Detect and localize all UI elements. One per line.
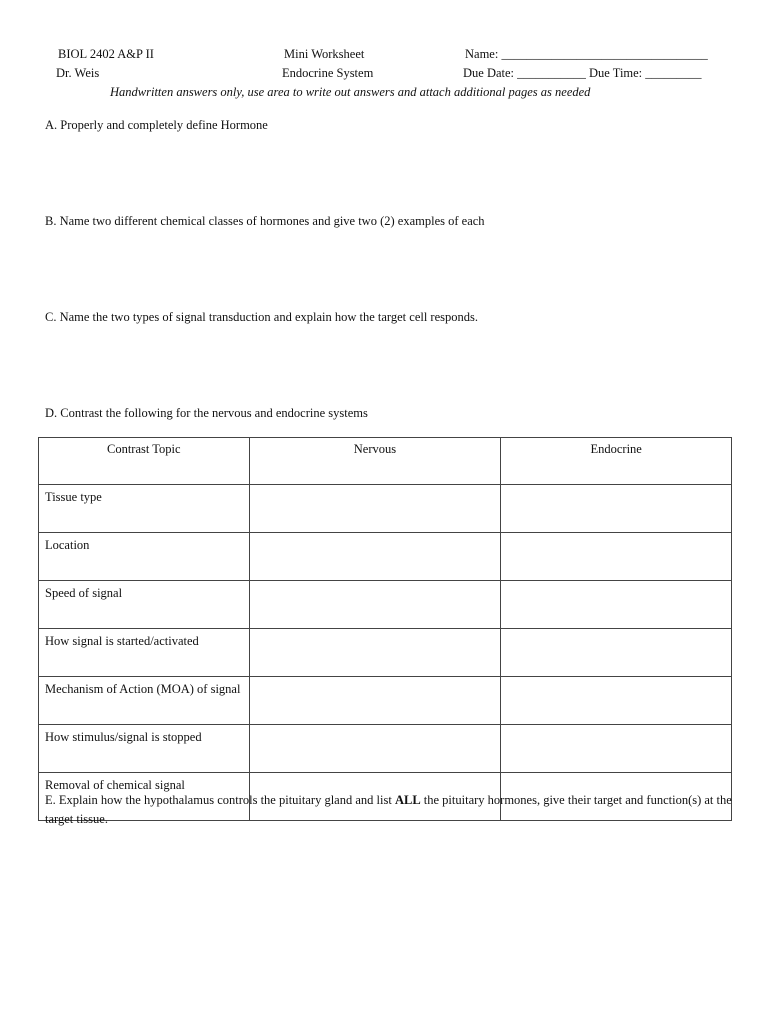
question-e-text-end: the pituitary hormones, give their target and function(s) at the target tissue.	[45, 793, 732, 826]
question-c: C. Name the two types of signal transduction and explain how the target cell responds.	[45, 310, 479, 324]
row-label: Speed of signal	[39, 581, 250, 629]
worksheet-topic: Endocrine System	[282, 66, 374, 80]
row-label: Mechanism of Action (MOA) of signal	[39, 677, 250, 725]
answer-cell-endocrine	[501, 725, 732, 773]
table-row	[39, 677, 732, 725]
answer-cell-nervous	[249, 485, 501, 533]
question-e	[45, 791, 735, 829]
table-row	[39, 629, 732, 677]
instructions: Handwritten answers only, use area to write out answers and attach additional pages as needed	[110, 85, 591, 99]
row-label: Removal of chemical signal	[39, 773, 250, 821]
answer-cell-nervous	[249, 533, 501, 581]
due-date-time-field: Due Date: ___________ Due Time: _________	[463, 66, 702, 80]
course-code: BIOL 2402 A&P II	[58, 47, 154, 61]
header-endocrine: Endocrine	[501, 438, 732, 485]
contrast-table	[38, 437, 732, 821]
instructor-name: Dr. Weis	[56, 66, 100, 80]
answer-cell-endocrine	[501, 533, 732, 581]
question-d: D. Contrast the following for the nervous and endocrine systems	[45, 406, 368, 420]
answer-cell-nervous	[249, 581, 501, 629]
question-e-emphasis: ALL	[394, 793, 421, 807]
answer-cell-endocrine	[501, 581, 732, 629]
table-row	[39, 581, 732, 629]
table-row	[39, 533, 732, 581]
table-row	[39, 485, 732, 533]
row-label: How stimulus/signal is stopped	[39, 725, 250, 773]
question-b: B. Name two different chemical classes of hormones and give two (2) examples of each	[45, 214, 485, 228]
worksheet-title: Mini Worksheet	[284, 47, 365, 61]
header-nervous: Nervous	[249, 438, 501, 485]
row-label: How signal is started/activated	[39, 629, 250, 677]
table-header-row	[39, 438, 732, 485]
answer-cell-nervous	[249, 677, 501, 725]
name-field: Name: _________________________________	[465, 47, 708, 61]
question-e-text-start: E. Explain how the hypothalamus controls the pituitary gland and list	[45, 793, 395, 807]
answer-cell-endocrine	[501, 485, 732, 533]
row-label: Tissue type	[39, 485, 250, 533]
table-row	[39, 725, 732, 773]
row-label: Location	[39, 533, 250, 581]
answer-cell-endocrine	[501, 677, 732, 725]
question-a: A. Properly and completely define Hormone	[45, 118, 268, 132]
answer-cell-nervous	[249, 725, 501, 773]
header-contrast-topic: Contrast Topic	[39, 438, 250, 485]
answer-cell-endocrine	[501, 629, 732, 677]
answer-cell-nervous	[249, 629, 501, 677]
